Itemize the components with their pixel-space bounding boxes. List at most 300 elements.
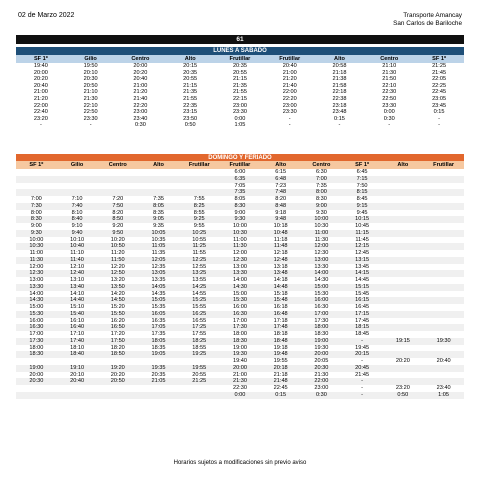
time-cell [423, 284, 464, 291]
time-cell [16, 358, 57, 365]
time-cell: 8:05 [234, 196, 246, 202]
time-cell [423, 291, 464, 298]
time-cell: 13:10 [70, 277, 85, 283]
time-cell: 12:35 [151, 263, 166, 270]
table-row [16, 196, 464, 203]
time-cell: 0:15 [433, 109, 445, 116]
time-cell: 6:15 [275, 169, 287, 175]
time-cell: 22:50 [382, 95, 397, 102]
time-cell [423, 216, 464, 223]
time-cell: 15:18 [273, 290, 288, 297]
time-cell: 21:05 [138, 378, 179, 385]
time-cell: 9:30 [16, 230, 57, 237]
time-cell: 21:18 [332, 69, 347, 76]
time-cell: 12:40 [57, 270, 98, 277]
time-cell: 8:20 [112, 209, 124, 216]
time-cell: 19:55 [273, 358, 288, 364]
time-cell: 20:20 [133, 69, 148, 76]
time-cell: 14:35 [151, 290, 166, 297]
time-cell: 15:30 [220, 297, 261, 304]
time-cell: 9:30 [220, 216, 261, 223]
time-cell: 22:10 [382, 82, 397, 89]
time-cell [382, 378, 423, 385]
time-cell: 11:55 [192, 250, 207, 256]
table-row [16, 392, 464, 399]
time-cell: 20:15 [183, 63, 198, 69]
time-cell: 16:00 [301, 297, 342, 304]
time-cell [382, 250, 423, 257]
time-cell: 7:20 [112, 196, 124, 202]
time-cell: 23:20 [33, 115, 48, 122]
time-cell: 10:25 [179, 230, 220, 237]
time-cell: 7:35 [315, 182, 327, 189]
time-cell: 16:50 [97, 324, 138, 331]
time-cell: 15:25 [179, 297, 220, 304]
time-cell [138, 183, 179, 190]
time-cell: 13:15 [342, 257, 383, 264]
time-cell: 9:45 [356, 209, 368, 216]
time-cell: 8:25 [179, 203, 220, 210]
time-cell: 19:30 [423, 338, 464, 345]
time-cell [382, 257, 423, 264]
time-cell: 21:25 [432, 63, 447, 69]
time-cell: 23:30 [382, 102, 397, 109]
time-cell: 10:00 [301, 216, 342, 223]
time-cell: 20:18 [260, 365, 301, 372]
table-row [16, 270, 464, 277]
time-cell: 20:00 [29, 371, 44, 378]
time-cell: 11:30 [16, 257, 57, 264]
time-cell [97, 392, 138, 399]
table-row [16, 183, 464, 190]
time-cell: 7:50 [97, 203, 138, 210]
time-cell: 12:00 [232, 250, 247, 256]
table-row [16, 210, 464, 217]
time-cell: 22:20 [133, 102, 148, 109]
company-name: Transporte Amancay [403, 12, 462, 19]
time-cell: 19:45 [355, 344, 370, 351]
time-cell: 19:10 [57, 365, 98, 372]
time-cell: 1:05 [234, 122, 246, 129]
time-cell: 1:05 [423, 392, 464, 399]
time-cell: 16:00 [232, 304, 247, 310]
column-header: Gilio [66, 55, 116, 63]
column-header: Centro [116, 55, 166, 63]
time-cell: 21:35 [232, 82, 247, 89]
table-row [16, 277, 464, 284]
table-row [16, 304, 464, 311]
time-cell: 19:30 [314, 344, 329, 351]
time-cell: 8:30 [16, 216, 57, 223]
time-cell: 15:40 [57, 311, 98, 318]
time-cell: 18:50 [97, 351, 138, 358]
time-cell: 12:48 [260, 257, 301, 264]
table-row [16, 103, 464, 110]
time-cell: 8:30 [315, 196, 327, 202]
time-cell: 11:00 [29, 250, 44, 256]
time-cell [16, 169, 57, 176]
table-row [16, 169, 464, 176]
time-cell: 14:00 [29, 290, 44, 297]
time-cell: 14:50 [97, 297, 138, 304]
table-row [16, 311, 464, 318]
time-cell: 20:20 [395, 358, 410, 364]
time-cell: 21:45 [432, 69, 447, 76]
column-header: SF 1º [414, 55, 464, 63]
time-cell: 6:35 [220, 176, 261, 183]
time-cell: 19:48 [260, 351, 301, 358]
time-cell [16, 176, 57, 183]
time-cell: 21:45 [355, 371, 370, 378]
time-cell: 21:30 [314, 371, 329, 378]
time-cell [179, 176, 220, 183]
time-cell: 15:48 [260, 297, 301, 304]
time-cell: 20:20 [110, 371, 125, 378]
time-cell: 9:48 [260, 216, 301, 223]
time-cell: 23:18 [332, 102, 347, 109]
time-cell: 21:55 [183, 95, 198, 102]
time-cell: 17:48 [260, 324, 301, 331]
time-cell: 12:50 [97, 270, 138, 277]
time-cell: 9:25 [179, 216, 220, 223]
time-cell [97, 169, 138, 176]
time-cell: 23:40 [436, 385, 451, 391]
table-row [16, 176, 464, 183]
time-cell [382, 230, 423, 237]
column-header: Alto [315, 55, 365, 63]
time-cell: 7:00 [30, 196, 42, 202]
time-cell: 21:15 [183, 82, 198, 89]
column-header: Frutillar [179, 161, 220, 169]
time-cell [382, 270, 423, 277]
time-cell [138, 385, 179, 392]
time-cell: 13:40 [57, 284, 98, 291]
time-cell [138, 392, 179, 399]
time-cell: 17:20 [110, 331, 125, 337]
time-cell: 8:50 [97, 216, 138, 223]
time-cell: 13:30 [220, 270, 261, 277]
time-cell: 20:45 [342, 365, 383, 372]
time-cell: 18:05 [138, 338, 179, 345]
time-cell: 0:15 [334, 115, 345, 122]
time-cell: 19:15 [382, 338, 423, 345]
time-cell: 20:40 [33, 82, 48, 89]
column-header: Centro [301, 161, 342, 169]
time-cell [423, 250, 464, 257]
time-cell: 23:45 [432, 102, 447, 109]
time-cell: 22:00 [33, 102, 48, 109]
time-cell [382, 169, 423, 176]
time-cell: - [288, 122, 291, 129]
time-cell: 16:30 [220, 311, 261, 318]
time-cell: 23:00 [133, 109, 148, 116]
time-cell [16, 392, 57, 399]
time-cell: 12:55 [192, 263, 207, 270]
time-cell: 15:20 [110, 304, 125, 310]
time-cell: 18:15 [342, 324, 383, 331]
time-cell: 16:30 [16, 324, 57, 331]
time-cell: 21:20 [282, 76, 297, 83]
time-cell: 15:55 [192, 304, 207, 310]
column-header: SF 1º [16, 55, 66, 63]
time-cell: 19:35 [138, 365, 179, 372]
time-cell: 16:45 [355, 304, 370, 310]
time-cell [382, 351, 423, 358]
time-cell: 21:58 [332, 82, 347, 89]
time-cell: 23:05 [432, 95, 447, 102]
time-cell [423, 351, 464, 358]
table-row [16, 216, 464, 223]
time-cell: 22:40 [33, 109, 48, 116]
time-cell: 13:00 [301, 257, 342, 264]
time-cell: 16:05 [138, 311, 179, 318]
time-cell: 21:30 [220, 378, 261, 385]
time-cell: 21:40 [133, 95, 148, 102]
time-cell: 18:48 [260, 338, 301, 345]
time-cell: 15:35 [151, 304, 166, 310]
time-cell [423, 257, 464, 264]
time-cell: 14:55 [192, 290, 207, 297]
time-cell [423, 264, 464, 271]
time-cell: 16:25 [179, 311, 220, 318]
time-cell: 16:30 [314, 304, 329, 310]
time-cell: - [39, 122, 42, 129]
time-cell [179, 189, 220, 196]
time-cell: 11:30 [314, 236, 329, 243]
time-cell: 7:48 [260, 189, 301, 196]
table-row [16, 264, 464, 271]
time-cell: 7:05 [234, 182, 246, 189]
time-cell: 10:30 [16, 243, 57, 250]
time-cell: 17:30 [16, 338, 57, 345]
time-cell: 20:00 [220, 365, 261, 372]
time-cell: 20:55 [183, 76, 198, 83]
time-cell: 15:05 [138, 297, 179, 304]
table-row [16, 223, 464, 230]
time-cell: 17:00 [301, 311, 342, 318]
time-cell [423, 183, 464, 190]
table-row [16, 324, 464, 331]
time-cell: - [361, 358, 364, 364]
time-cell: 21:55 [232, 89, 247, 96]
time-cell: 18:10 [70, 344, 85, 351]
time-cell: 11:05 [138, 243, 179, 250]
time-cell: 12:30 [220, 257, 261, 264]
column-header: Centro [97, 161, 138, 169]
time-cell [423, 311, 464, 318]
time-cell: 18:25 [179, 338, 220, 345]
time-cell: 7:50 [356, 182, 368, 189]
time-cell: 15:30 [314, 290, 329, 297]
time-cell: 10:00 [232, 223, 247, 229]
time-cell: 19:20 [97, 365, 138, 372]
time-cell: 7:30 [16, 203, 57, 210]
time-cell [382, 277, 423, 284]
table-row [16, 237, 464, 244]
time-cell [423, 203, 464, 210]
time-cell: 21:00 [133, 82, 148, 89]
time-cell: 14:48 [260, 284, 301, 291]
time-cell: 11:45 [355, 236, 369, 243]
time-cell: 9:00 [234, 209, 246, 216]
time-cell: 18:35 [151, 344, 166, 351]
time-cell: 21:00 [282, 69, 297, 76]
time-cell [97, 189, 138, 196]
time-cell [382, 291, 423, 298]
time-cell: 13:55 [192, 277, 207, 283]
table-row [16, 291, 464, 298]
time-cell: 21:38 [332, 76, 347, 83]
time-cell [382, 264, 423, 271]
time-cell: 10:15 [342, 216, 383, 223]
table-row [16, 331, 464, 338]
time-cell: 9:18 [275, 209, 287, 216]
time-cell: 8:05 [138, 203, 179, 210]
time-cell: 21:50 [382, 76, 397, 83]
time-cell: 16:40 [57, 324, 98, 331]
column-header: Gilio [57, 161, 98, 169]
time-cell: 7:55 [193, 196, 205, 202]
time-cell: 11:25 [179, 243, 220, 250]
table-row [16, 257, 464, 264]
column-header: Frutillar [423, 161, 464, 169]
weekend-table-title: DOMINGO Y FERIADO [16, 154, 464, 161]
time-cell: 20:40 [133, 76, 148, 83]
time-cell [138, 358, 179, 365]
time-cell [423, 365, 464, 372]
time-cell: 21:48 [260, 378, 301, 385]
time-cell: 9:00 [30, 223, 42, 229]
time-cell: 21:00 [33, 89, 48, 96]
column-header: Centro [364, 55, 414, 63]
time-cell: 17:45 [355, 317, 370, 324]
table-row [16, 345, 464, 352]
time-cell: 10:45 [355, 223, 370, 229]
time-cell: 6:00 [234, 169, 246, 175]
time-cell: 20:30 [301, 365, 342, 372]
time-cell [382, 297, 423, 304]
time-cell: 17:35 [151, 331, 166, 337]
table-row [16, 351, 464, 358]
table-row [16, 230, 464, 237]
time-cell [423, 237, 464, 244]
time-cell: 11:00 [301, 230, 342, 237]
column-header: SF 1º [342, 161, 383, 169]
time-cell [382, 284, 423, 291]
time-cell: 11:40 [57, 257, 98, 264]
time-cell: 22:38 [332, 95, 347, 102]
time-cell: 10:48 [260, 230, 301, 237]
time-cell [382, 196, 423, 203]
time-cell [423, 345, 464, 352]
time-cell: 20:35 [232, 63, 247, 69]
time-cell: 20:10 [70, 371, 85, 378]
time-cell: 11:00 [233, 236, 247, 243]
time-cell: 13:30 [314, 263, 329, 270]
time-cell: 8:00 [301, 189, 342, 196]
time-cell: 19:40 [232, 358, 247, 364]
time-cell: 0:00 [234, 115, 246, 122]
time-cell: 18:30 [220, 338, 261, 345]
time-cell [423, 277, 464, 284]
time-cell: 20:40 [282, 63, 297, 69]
time-cell: 22:10 [83, 102, 98, 109]
time-cell: 15:45 [355, 290, 370, 297]
time-cell: 8:40 [57, 216, 98, 223]
time-cell: 9:05 [138, 216, 179, 223]
time-cell: 11:48 [260, 243, 301, 250]
time-cell [423, 331, 464, 338]
time-cell [57, 392, 98, 399]
time-cell: 20:00 [133, 63, 148, 69]
time-cell: 15:00 [29, 304, 44, 310]
time-cell: 14:20 [110, 290, 125, 297]
time-cell: 0:00 [383, 109, 395, 116]
time-cell: 7:40 [57, 203, 98, 210]
time-cell [423, 297, 464, 304]
time-cell: 20:00 [301, 351, 342, 358]
time-cell: 9:30 [315, 209, 327, 216]
column-header: Frutillar [215, 55, 265, 63]
table-row [16, 96, 464, 103]
time-cell: 9:15 [342, 203, 383, 210]
table-row [16, 63, 464, 70]
time-cell: 0:15 [260, 392, 301, 399]
column-header: Alto [260, 161, 301, 169]
time-cell: 22:45 [432, 89, 447, 96]
column-header: Frutillar [220, 161, 261, 169]
time-cell: 17:18 [273, 317, 288, 324]
time-cell: 22:00 [301, 378, 342, 385]
time-cell: 14:10 [70, 290, 85, 297]
time-cell: 18:40 [57, 351, 98, 358]
time-cell: 18:18 [273, 331, 288, 337]
table-row [16, 338, 464, 345]
time-cell: 18:00 [29, 344, 44, 351]
time-cell: 11:18 [273, 236, 288, 243]
time-cell: 14:00 [301, 270, 342, 277]
time-cell: 17:40 [57, 338, 98, 345]
time-cell: 12:05 [138, 257, 179, 264]
time-cell: 22:18 [332, 89, 347, 96]
time-cell: - [438, 122, 440, 129]
time-cell: 12:45 [355, 250, 370, 256]
time-cell: 0:50 [382, 392, 423, 399]
document-header [18, 12, 462, 34]
document-date: 02 de Marzo 2022 [18, 12, 75, 19]
time-cell [382, 223, 423, 230]
time-cell: 17:55 [192, 331, 207, 337]
time-cell: 18:30 [16, 351, 57, 358]
time-cell [382, 324, 423, 331]
time-cell: 13:00 [29, 277, 44, 283]
time-cell: 14:05 [138, 284, 179, 291]
time-cell: 10:00 [29, 236, 44, 243]
table-row [16, 70, 464, 77]
table-row [16, 297, 464, 304]
time-cell: 18:45 [355, 331, 370, 337]
time-cell: - [342, 378, 383, 385]
time-cell [97, 176, 138, 183]
time-cell: 10:20 [110, 236, 125, 243]
time-cell: 13:30 [16, 284, 57, 291]
time-cell: 17:30 [314, 317, 329, 324]
time-cell: 8:45 [356, 196, 368, 202]
time-cell: 20:40 [57, 378, 98, 385]
time-cell: 23:30 [282, 109, 297, 116]
time-cell: 19:18 [273, 344, 288, 351]
time-cell: 19:25 [179, 351, 220, 358]
